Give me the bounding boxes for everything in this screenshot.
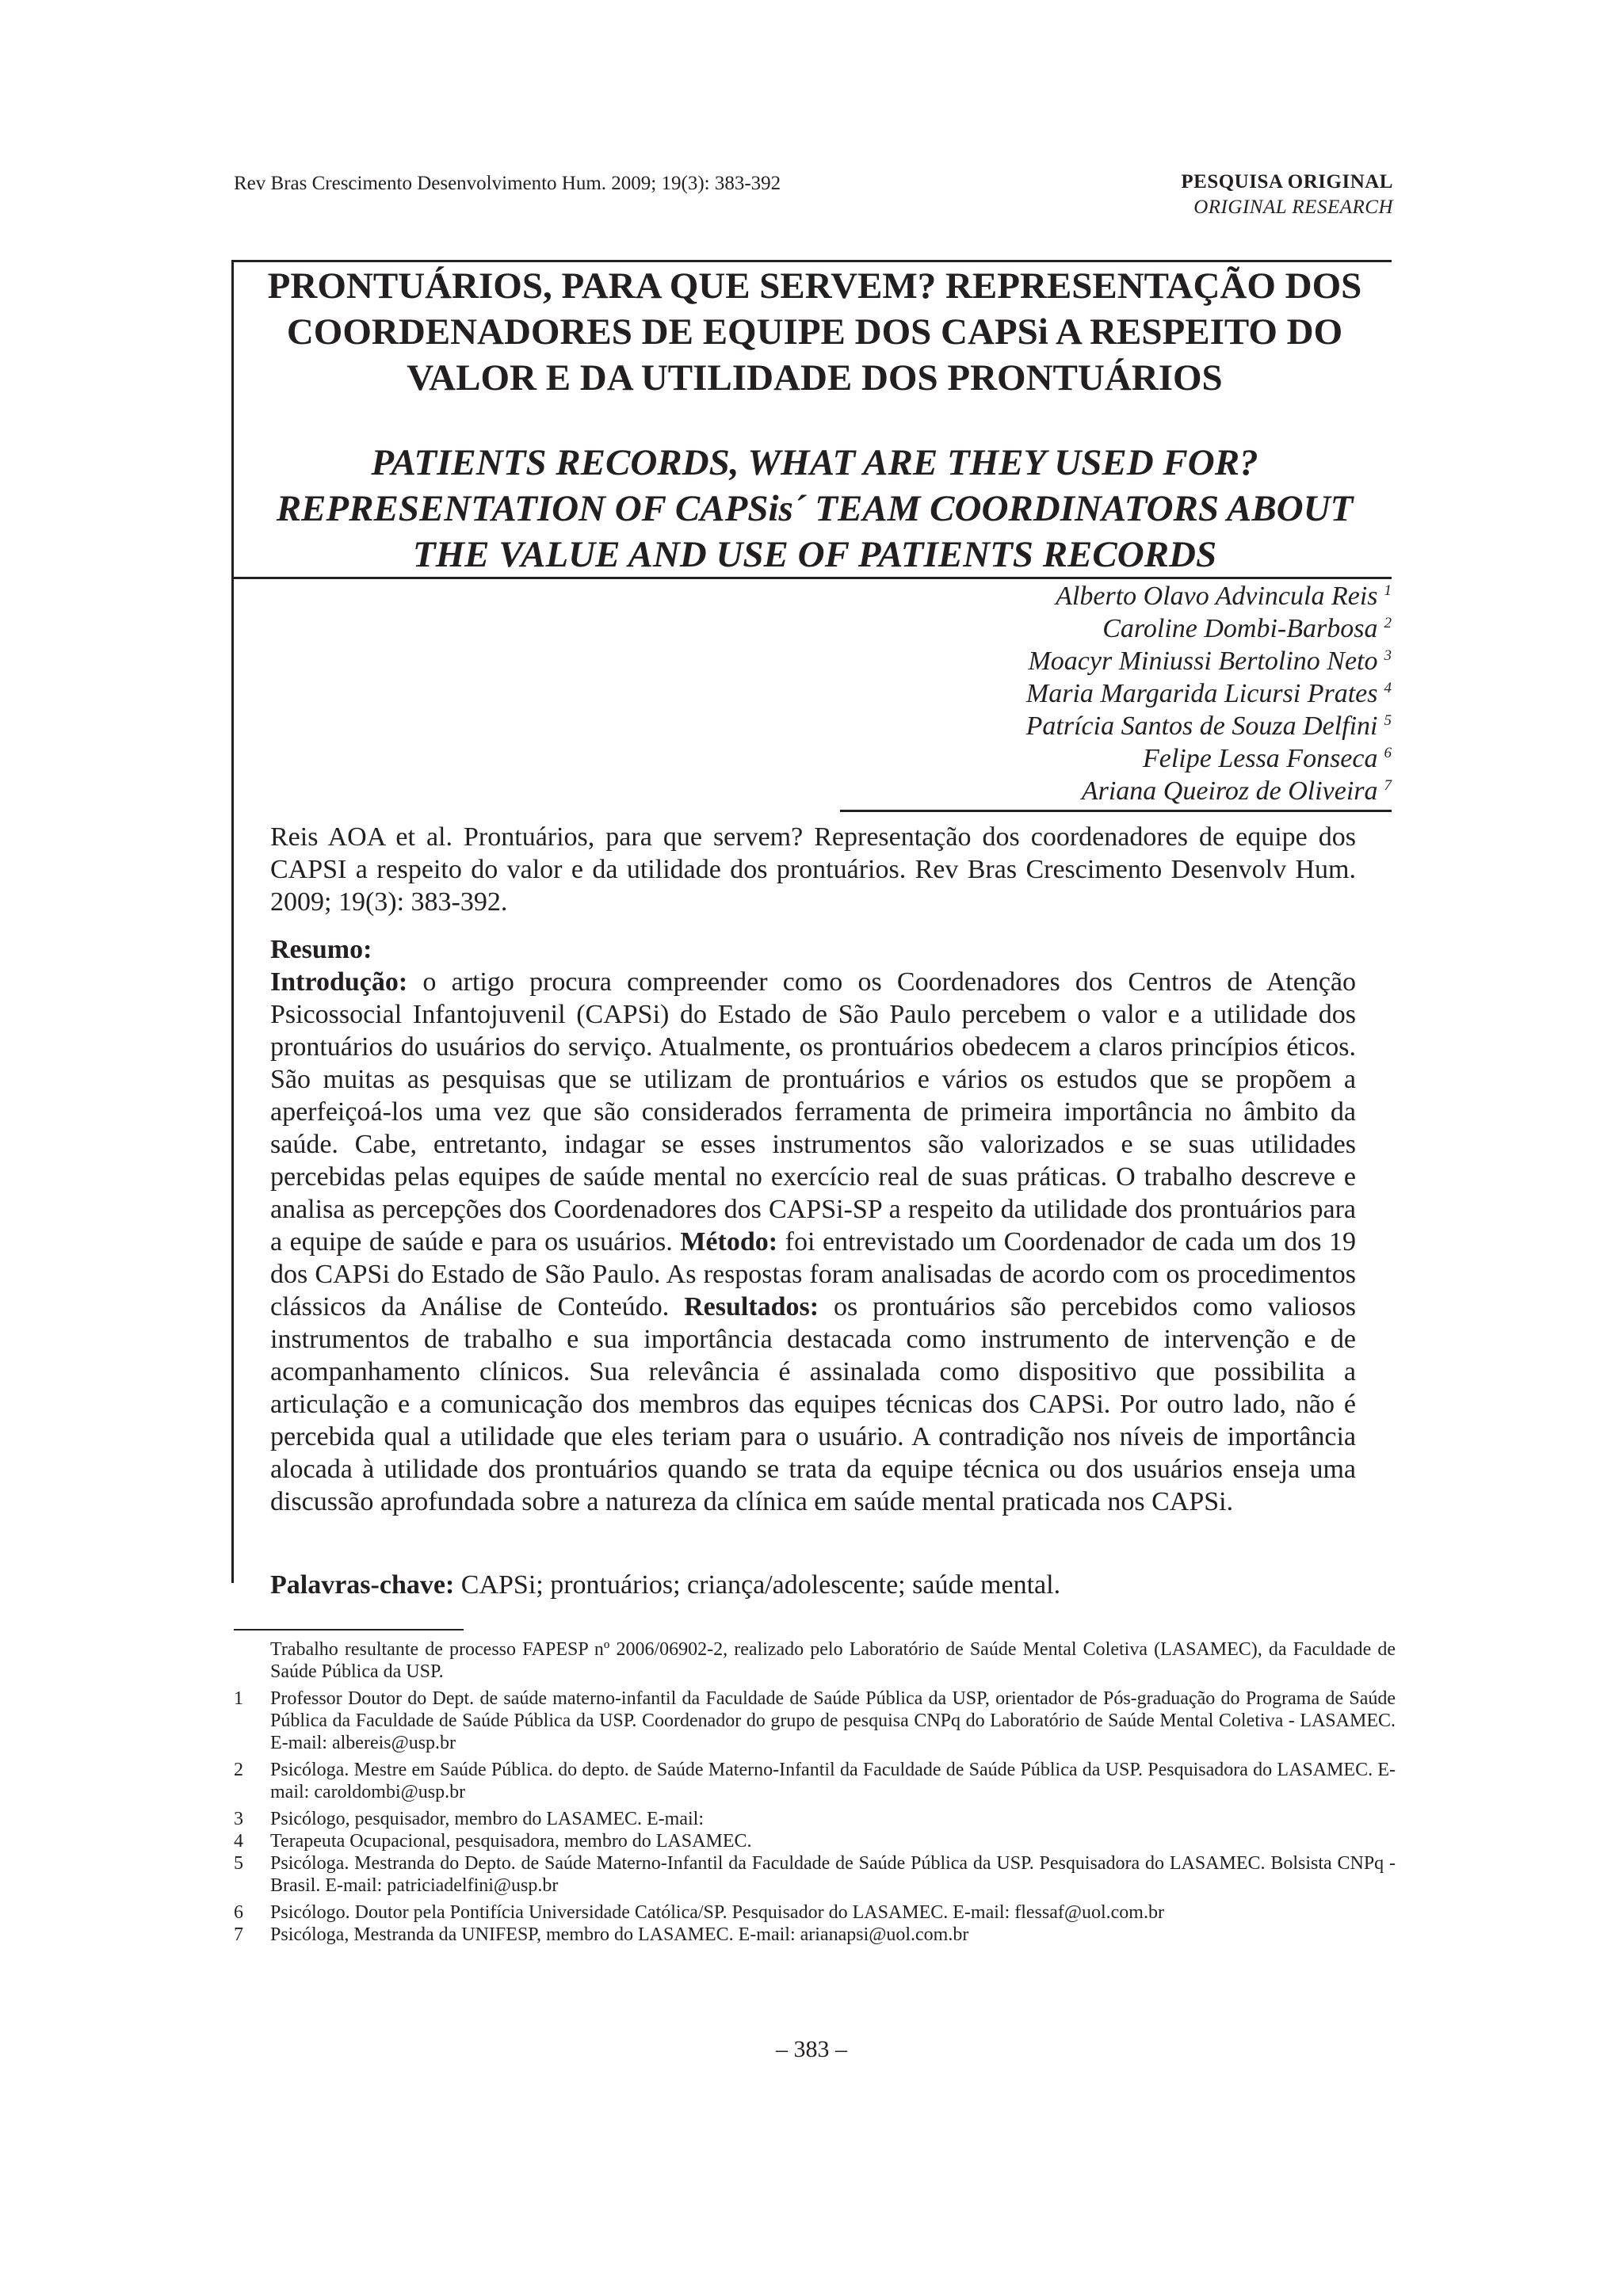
footnote-rule: [234, 1629, 464, 1630]
title-bottom-rule: [231, 577, 1392, 579]
footnote-item: 4 Terapeuta Ocupacional, pesquisadora, membro do LASAMEC.: [234, 1831, 752, 1852]
footnote-item: Trabalho resultante de processo FAPESP nº 2006/06902-2, realizado pelo Laboratório de Saúde Mental Coletiva (LASAMEC), da Faculdade de Saúde Pública da USP.: [270, 1639, 1396, 1682]
footnote-item: 3 Psicólogo, pesquisador, membro do LASAMEC. E-mail:: [234, 1809, 704, 1829]
title-en-line: REPRESENTATION OF CAPSis´ TEAM COORDINATORS ABOUT: [276, 488, 1354, 529]
author-item: Moacyr Miniussi Bertolino Neto $^3$: [1028, 646, 1392, 676]
author-item: Alberto Olavo Advincula Reis $^1$: [1056, 582, 1392, 611]
title-pt-line: VALOR E DA UTILIDADE DOS PRONTUÁRIOS: [407, 357, 1223, 399]
results-label: Resultados:: [684, 1292, 819, 1322]
author-item: Maria Margarida Licursi Prates $^4$: [1025, 679, 1392, 708]
author-item: Patrícia Santos de Souza Delfini $^5$: [1025, 711, 1392, 741]
title-portuguese: [238, 263, 1392, 401]
footnotes: [234, 1638, 1396, 1946]
method-label: Método:: [680, 1227, 778, 1257]
keywords-text: CAPSi; prontuários; criança/adolescente; saúde mental.: [454, 1570, 1061, 1600]
author-item: Caroline Dombi-Barbosa $^2$: [1102, 614, 1392, 643]
title-en-line: PATIENTS RECORDS, WHAT ARE THEY USED FOR?: [371, 442, 1258, 483]
author-item: Felipe Lessa Fonseca $^6$: [1143, 744, 1392, 773]
footnote-item: 6 Psicólogo. Doutor pela Pontifícia Universidade Católica/SP. Pesquisador do LASAMEC. E-mail: flessaf@uol.com.br: [234, 1902, 1164, 1923]
title-en-line: THE VALUE AND USE OF PATIENTS RECORDS: [412, 534, 1217, 575]
title-pt-line: COORDENADORES DE EQUIPE DOS CAPSi A RESPEITO DO: [286, 311, 1343, 353]
article-frame-left-rule: [231, 260, 234, 1583]
abstract-body: [270, 966, 1356, 1518]
section-label-pt: PESQUISA ORIGINAL: [1181, 171, 1393, 193]
title-pt-line: PRONTUÁRIOS, PARA QUE SERVEM? REPRESENTAÇÃO DOS: [267, 265, 1362, 307]
intro-label: Introdução:: [270, 967, 408, 997]
abstract-heading: Resumo:: [270, 935, 372, 964]
author-item: Ariana Queiroz de Oliveira $^7$: [1081, 776, 1392, 806]
footnote-item: 5 Psicóloga. Mestranda do Depto. de Saúde Materno-Infantil da Faculdade de Saúde Pública da USP. Pesquisadora do LASAMEC. Bolsista CNPq - Brasil. E-mail: patriciadelfini@usp.br: [234, 1853, 1396, 1896]
results-text: os prontuários são percebidos como valiosos instrumentos de trabalho e sua importância destacada como instrumento de intervenção e de acompanhamento clínicos. Sua relevância é assinalada como dispositivo que possibilita a articulação e a comunicação dos membros das equipes técnicas dos CAPSi. Por outro lado, não é percebida qual a utilidade que eles teriam para o usuário. A contradição nos níveis de importância alocada à utilidade dos prontuários quando se trata da equipe técnica ou dos usuários enseja uma discussão aprofundada sobre a natureza da clínica em saúde mental praticada nos CAPSi.: [270, 1292, 1357, 1516]
method-text: foi entrevistado um Coordenador de cada um dos 19 dos CAPSi do Estado de São Paulo. As respostas foram analisadas de acordo com os procedimentos clássicos da Análise de Conteúdo.: [270, 1227, 1356, 1322]
title-english: [238, 440, 1392, 578]
page-number: – 383 –: [776, 2036, 847, 2062]
keywords-label: Palavras-chave:: [270, 1570, 455, 1600]
journal-citation: Rev Bras Crescimento Desenvolvimento Hum. 2009; 19(3): 383-392: [234, 173, 781, 194]
section-label: [1181, 170, 1393, 220]
footnote-item: 2 Psicóloga. Mestre em Saúde Pública. do depto. de Saúde Materno-Infantil da Faculdade de Saúde Pública da USP. Pesquisadora do LASAMEC. E-mail: caroldombi@usp.br: [234, 1760, 1396, 1802]
intro-text: o artigo procura compreender como os Coordenadores dos Centros de Atenção Psicossocial Infantojuvenil (CAPSi) do Estado de São Paulo percebem o valor e a utilidade dos prontuários do usuários do serviço. Atualmente, os prontuários obedecem a claros princípios éticos. São muitas as pesquisas que se utilizam de prontuários e vários os estudos que se propõem a aperfeiçoá-los uma vez que são considerados ferramenta de primeira importância no âmbito da saúde. Cabe, entretanto, indagar se esses instrumentos são valorizados e se suas utilidades percebidas pelas equipes de saúde mental no exercício real de suas práticas. O trabalho descreve e analisa as percepções dos Coordenadores dos CAPSi-SP a respeito da utilidade dos prontuários para a equipe de saúde e para os usuários.: [270, 967, 1356, 1257]
footnote-item: 1 Professor Doutor do Dept. de saúde materno-infantil da Faculdade de Saúde Pública da USP, orientador de Pós-graduação do Programa de Saúde Pública da Faculdade de Saúde Pública da USP. Coordenador do grupo de pesquisa CNPq do Laboratório de Saúde Mental Coletiva - LASAMEC. E-mail: albereis@usp.br: [234, 1688, 1396, 1753]
article-citation: Reis AOA et al. Prontuários, para que servem? Representação dos coordenadores de equipe dos CAPSI a respeito do valor e da utilidade dos prontuários. Rev Bras Crescimento Desenvolv Hum. 2009; 19(3): 383-392.: [270, 822, 1356, 917]
authors-bottom-rule: [840, 810, 1392, 812]
title-frame-top-rule: [231, 260, 1392, 262]
section-label-en: ORIGINAL RESEARCH: [1193, 196, 1393, 218]
author-list: [1026, 580, 1392, 807]
footnote-item: 7 Psicóloga, Mestranda da UNIFESP, membro do LASAMEC. E-mail: arianapsi@uol.com.br: [234, 1924, 969, 1945]
keywords: [270, 1569, 1356, 1601]
